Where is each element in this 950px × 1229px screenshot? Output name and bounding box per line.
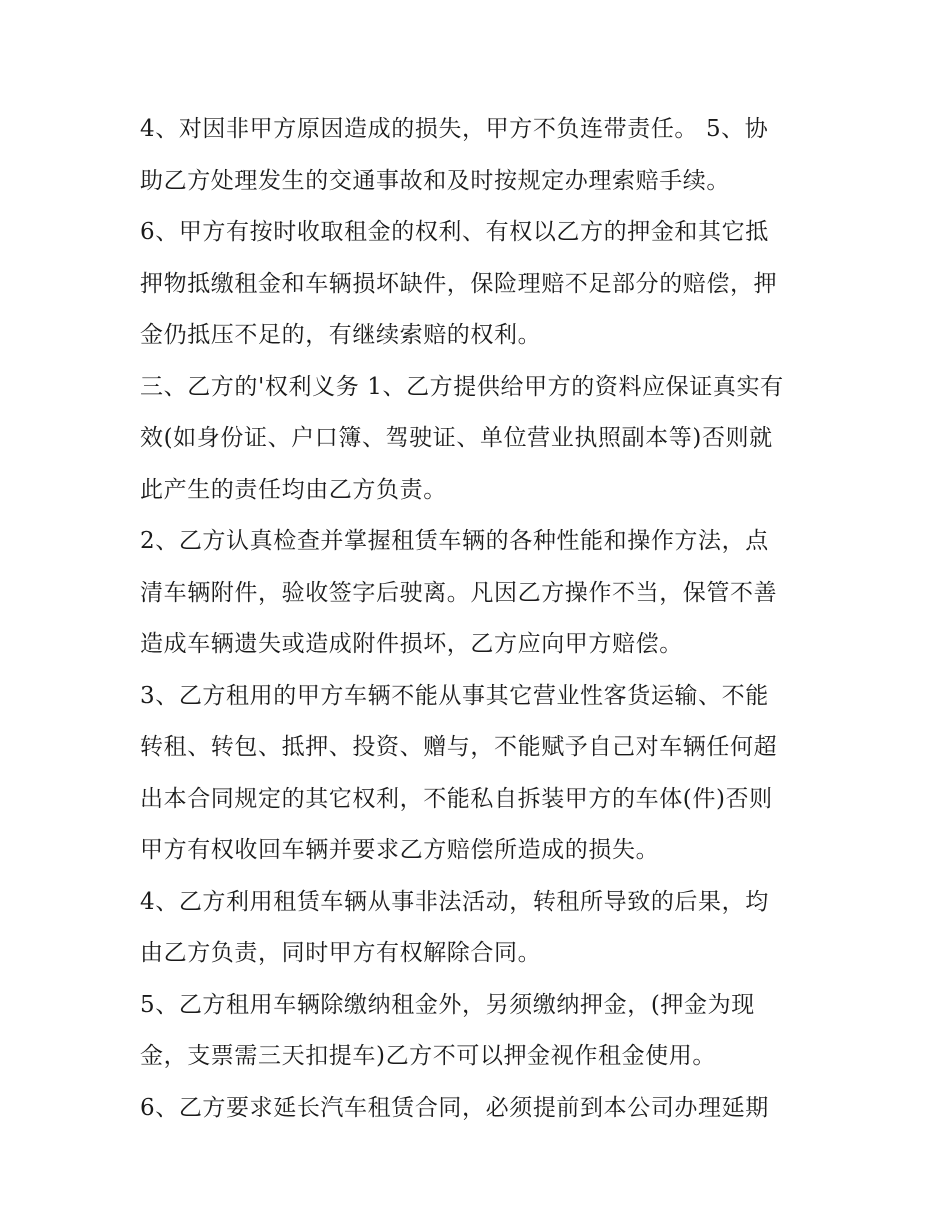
text-line-5: 金仍抵压不足的，有继续索赔的权利。 [140, 322, 542, 348]
text-line-12: 3、乙方租用的甲方车辆不能从事其它营业性客货运输、不能 [140, 682, 769, 709]
text-line-8: 此产生的责任均由乙方负责。 [140, 476, 447, 503]
text-line-18: 5、乙方租用车辆除缴纳租金外，另须缴纳押金，(押金为现 [140, 991, 755, 1018]
text-line-6: 三、乙方的'权利义务 1、乙方提供给甲方的资料应保证真实有 [140, 373, 784, 400]
text-line-1: 4、对因非甲方原因造成的损失，甲方不负连带责任。 5、协 [140, 116, 769, 142]
text-line-2: 助乙方处理发生的交通事故和及时按规定办理索赔手续。 [140, 167, 730, 194]
text-line-20: 6、乙方要求延长汽车租赁合同，必须提前到本公司办理延期 [140, 1094, 769, 1121]
text-line-15: 甲方有权收回车辆并要求乙方赔偿所造成的损失。 [140, 837, 660, 863]
document-body [140, 104, 812, 1134]
text-line-13: 转租、转包、抵押、投资、赠与，不能赋予自己对车辆任何超 [140, 734, 778, 760]
text-line-16: 4、乙方利用租赁车辆从事非法活动，转租所导致的后果，均 [140, 888, 769, 915]
text-line-11: 造成车辆遗失或造成附件损坏，乙方应向甲方赔偿。 [140, 631, 683, 657]
text-line-19: 金，支票需三天扣提车)乙方不可以押金视作租金使用。 [140, 1043, 716, 1069]
text-line-4: 押物抵缴租金和车辆损坏缺件，保险理赔不足部分的赔偿，押 [140, 270, 778, 297]
text-line-7: 效(如身份证、户口簿、驾驶证、单位营业执照副本等)否则就 [140, 425, 773, 451]
text-line-9: 2、乙方认真检查并掌握租赁车辆的各种性能和操作方法，点 [140, 528, 769, 554]
text-line-14: 出本合同规定的其它权利，不能私自拆装甲方的车体(件)否则 [140, 785, 773, 812]
text-line-10: 清车辆附件，验收签字后驶离。凡因乙方操作不当，保管不善 [140, 579, 778, 606]
text-line-3: 6、甲方有按时收取租金的权利、有权以乙方的押金和其它抵 [140, 219, 769, 245]
text-line-17: 由乙方负责，同时甲方有权解除合同。 [140, 940, 542, 966]
